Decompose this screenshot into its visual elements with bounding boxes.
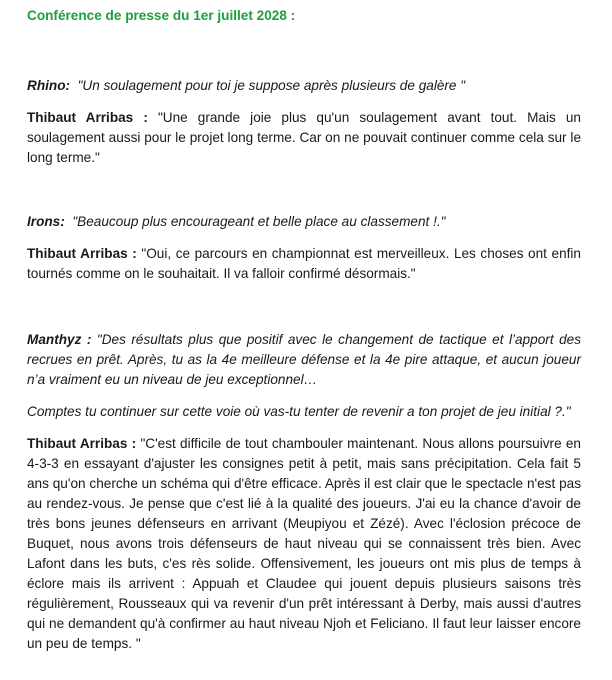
answer-1: [27, 108, 581, 168]
speaker-name: Thibaut Arribas :: [27, 436, 137, 451]
answer-text: "Oui, ce parcours en championnat est merveilleux. Les choses ont enfin tournés comme on le souhaitait. Il va falloir confirmé désormais.": [27, 246, 581, 281]
question-rhino: [27, 76, 581, 96]
speaker-name: Manthyz :: [27, 332, 92, 347]
speaker-name: Rhino:: [27, 78, 71, 93]
answer-text: "C'est difficile de tout chambouler maintenant. Nous allons poursuivre en 4-3-3 en essayant d'ajuster les consignes petit à petit, mais sans précipitation. Cela fait 5 ans qu'on cherche un schéma qui d'être efficace. Après il est clair que le spectacle n'est pas au rendez-vous. Je pense que c'est lié à la qualité des joueurs. J'ai eu la chance d'avoir de très bons jeunes défenseurs en arrivant (Meupiyou et Zézé). Avec l'éclosion précoce de Buquet, nous avons trois défenseurs de haut niveau qui se connaissent très bien. Avec Lafont dans les buts, c'es rès solide. Offensivement, les joueurs ont mis plus de temps à éclore mais ils arrivent : Appuah et Claudee qui jouent depuis plusieurs saisons très régulièrement, Rousseaux qui va revenir d'un prêt intéressant à Derby, mais aussi d'autres qui ne demandent qu'à confirmer au haut niveau Njoh et Feliciano. Il faut leur laisser encore un peu de temps. ": [27, 436, 581, 651]
question-text: "Un soulagement pour toi je suppose après plusieurs de galère ": [77, 78, 466, 93]
speaker-name: Irons:: [27, 214, 65, 229]
question-irons: [27, 212, 581, 232]
speaker-name: Thibaut Arribas :: [27, 246, 137, 261]
answer-2: [27, 244, 581, 284]
question-continuation: Comptes tu continuer sur cette voie où vas-tu tenter de revenir a ton projet de jeu initial ?.": [27, 404, 571, 419]
question-text: "Des résultats plus que positif avec le changement de tactique et l’apport des recrues en prêt. Après, tu as la 4e meilleure défense et la 4e pire attaque, et aucun joueur n’a vraiment eu un niveau de jeu exceptionnel…: [27, 332, 581, 387]
question-manthyz: [27, 330, 581, 390]
speaker-name: Thibaut Arribas :: [27, 110, 148, 125]
question-text: "Beaucoup plus encourageant et belle place au classement !.": [72, 214, 446, 229]
page-title: Conférence de presse du 1er juillet 2028 :: [27, 8, 296, 23]
document-body: [27, 6, 581, 654]
answer-3: [27, 434, 581, 654]
answer-text: "Une grande joie plus qu'un soulagement avant tout. Mais un soulagement aussi pour le projet long terme. Car on ne pouvait continuer comme cela sur le long terme.": [27, 110, 581, 165]
